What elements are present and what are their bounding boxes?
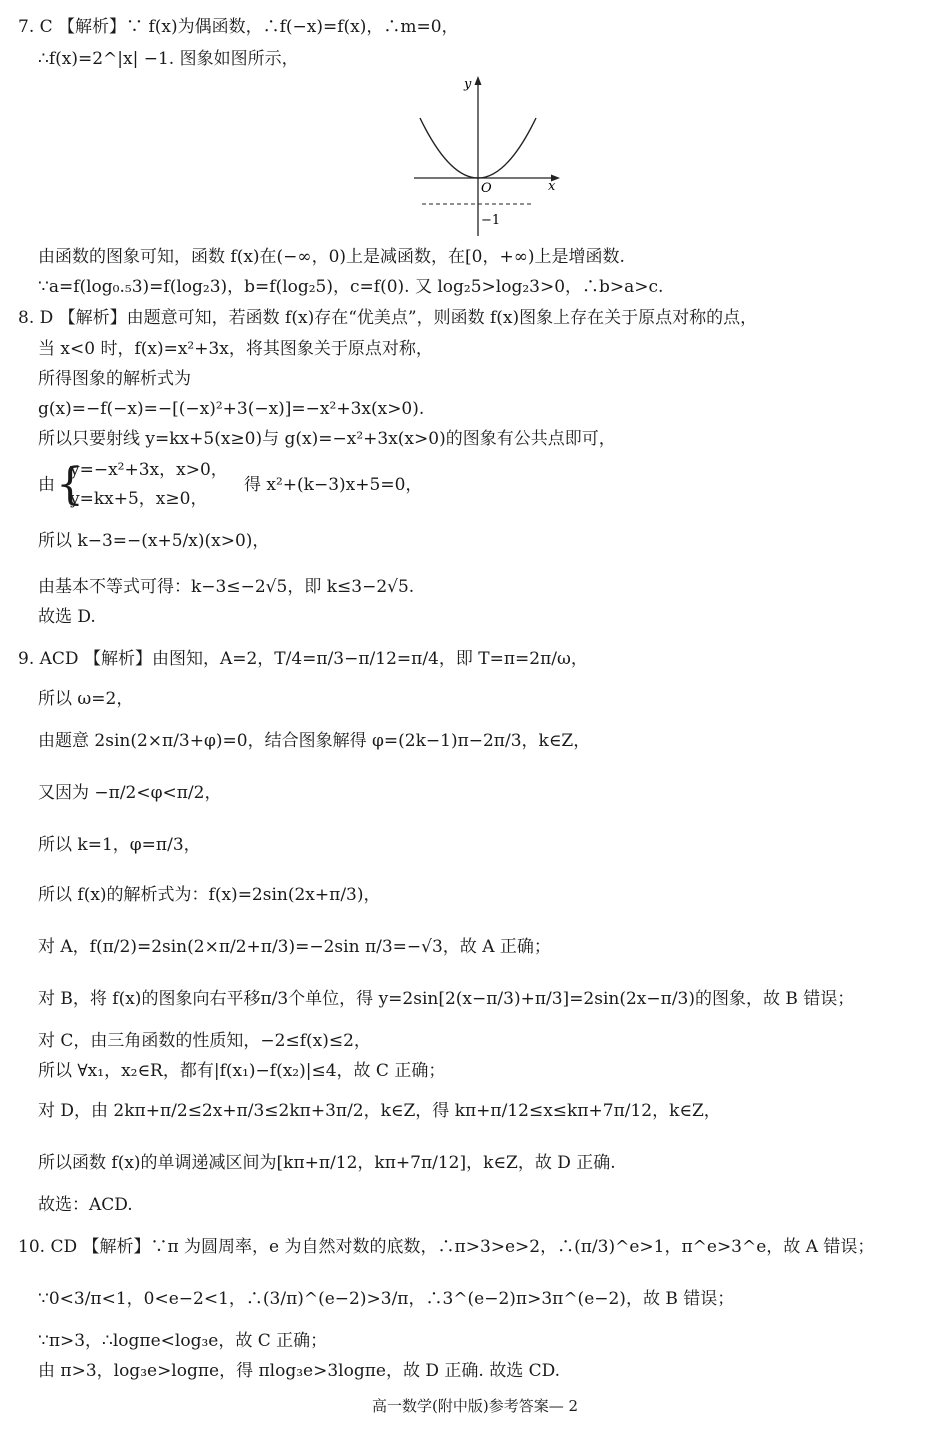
q8-system-eq1: y=−x²+3x，x>0， (70, 460, 228, 480)
system-brace: { (56, 459, 84, 510)
minus-one-label: −1 (481, 213, 501, 228)
q8-line-4: g(x)=−f(−x)=−[(−x)²+3(−x)]=−x²+3x(x>0). (38, 399, 425, 419)
origin-label: O (481, 181, 492, 196)
q9-line-9: 对 C，由三角函数的性质知，−2≤f(x)≤2， (38, 1031, 371, 1051)
q10-line-4: 由 π>3，log₃e>logπe，得 πlog₃e>3logπe，故 D 正确. 故选 CD. (38, 1361, 561, 1381)
q8-system-result: 得 x²+(k−3)x+5=0， (244, 475, 423, 495)
q9-line-5: 所以 k=1，φ=π/3， (38, 835, 201, 855)
q9-line-12: 所以函数 f(x)的单调递减区间为[kπ+π/12，kπ+7π/12]，k∈Z，故 D 正确. (38, 1153, 616, 1173)
q9-line-13: 故选：ACD. (38, 1195, 133, 1215)
q9-line-2: 所以 ω=2， (38, 689, 134, 709)
q7-line-1: 7. C 【解析】∵ f(x)为偶函数，∴f(−x)=f(x)，∴m=0， (18, 17, 459, 37)
q7-line-3: 由函数的图象可知，函数 f(x)在(−∞，0)上是减函数，在[0，+∞)上是增函数. (38, 247, 625, 267)
x-axis-label: x (548, 179, 556, 194)
q8-system-eq2: y=kx+5，x≥0， (70, 489, 208, 509)
q8-system-prefix: 由 (38, 475, 55, 495)
q8-line-8: 由基本不等式可得：k−3≤−2√5，即 k≤3−2√5. (38, 577, 415, 597)
q9-line-11: 对 D，由 2kπ+π/2≤2x+π/3≤2kπ+3π/2，k∈Z，得 kπ+π/12≤x≤kπ+7π/12，k∈Z， (38, 1101, 721, 1121)
q8-line-2: 当 x<0 时，f(x)=x²+3x，将其图象关于原点对称， (38, 339, 433, 359)
q9-line-1: 9. ACD 【解析】由图知，A=2，T/4=π/3−π/12=π/4，即 T=π=2π/ω， (18, 649, 588, 669)
q8-line-3: 所得图象的解析式为 (38, 369, 191, 389)
q9-line-7: 对 A，f(π/2)=2sin(2×π/2+π/3)=−2sin π/3=−√3，故 A 正确； (38, 937, 551, 957)
q7-line-2: ∴f(x)=2^|x| −1. 图象如图所示， (38, 49, 299, 69)
q8-line-9: 故选 D. (38, 607, 96, 627)
q9-line-4: 又因为 −π/2<φ<π/2， (38, 783, 222, 803)
q9-line-3: 由题意 2sin(2×π/3+φ)=0，结合图象解得 φ=(2k−1)π−2π/3，k∈Z， (38, 731, 591, 751)
q8-line-5: 所以只要射线 y=kx+5(x≥0)与 g(x)=−x²+3x(x>0)的图象有公共点即可， (38, 429, 616, 449)
q10-line-2: ∵0<3/π<1，0<e−2<1，∴(3/π)^(e−2)>3/π，∴3^(e−2)π>3π^(e−2)，故 B 错误； (38, 1289, 735, 1309)
y-axis-arrow (475, 76, 482, 85)
q8-line-7: 所以 k−3=−(x+5/x)(x>0)， (38, 531, 270, 551)
q10-line-1: 10. CD 【解析】∵π 为圆周率，e 为自然对数的底数，∴π>3>e>2，∴(π/3)^e>1，π^e>3^e，故 A 错误； (18, 1237, 875, 1257)
q8-line-1: 8. D 【解析】由题意可知，若函数 f(x)存在“优美点”，则函数 f(x)图象上存在关于原点对称的点， (18, 308, 758, 328)
page-footer: 高一数学(附中版)参考答案— 2 (371, 1397, 579, 1415)
parabola-graph (408, 72, 568, 238)
q10-line-3: ∵π>3，∴logπe<log₃e，故 C 正确； (38, 1331, 328, 1351)
y-axis-label: y (464, 77, 472, 92)
q7-line-4: ∵a=f(log₀.₅3)=f(log₂3)，b=f(log₂5)，c=f(0). 又 log₂5>log₂3>0，∴b>a>c. (38, 277, 664, 297)
q9-line-8: 对 B，将 f(x)的图象向右平移π/3个单位，得 y=2sin[2(x−π/3)+π/3]=2sin(2x−π/3)的图象，故 B 错误； (38, 989, 855, 1009)
q9-line-10: 所以 ∀x₁，x₂∈R，都有|f(x₁)−f(x₂)|≤4，故 C 正确； (38, 1061, 446, 1081)
q9-line-6: 所以 f(x)的解析式为：f(x)=2sin(2x+π/3)， (38, 885, 381, 905)
